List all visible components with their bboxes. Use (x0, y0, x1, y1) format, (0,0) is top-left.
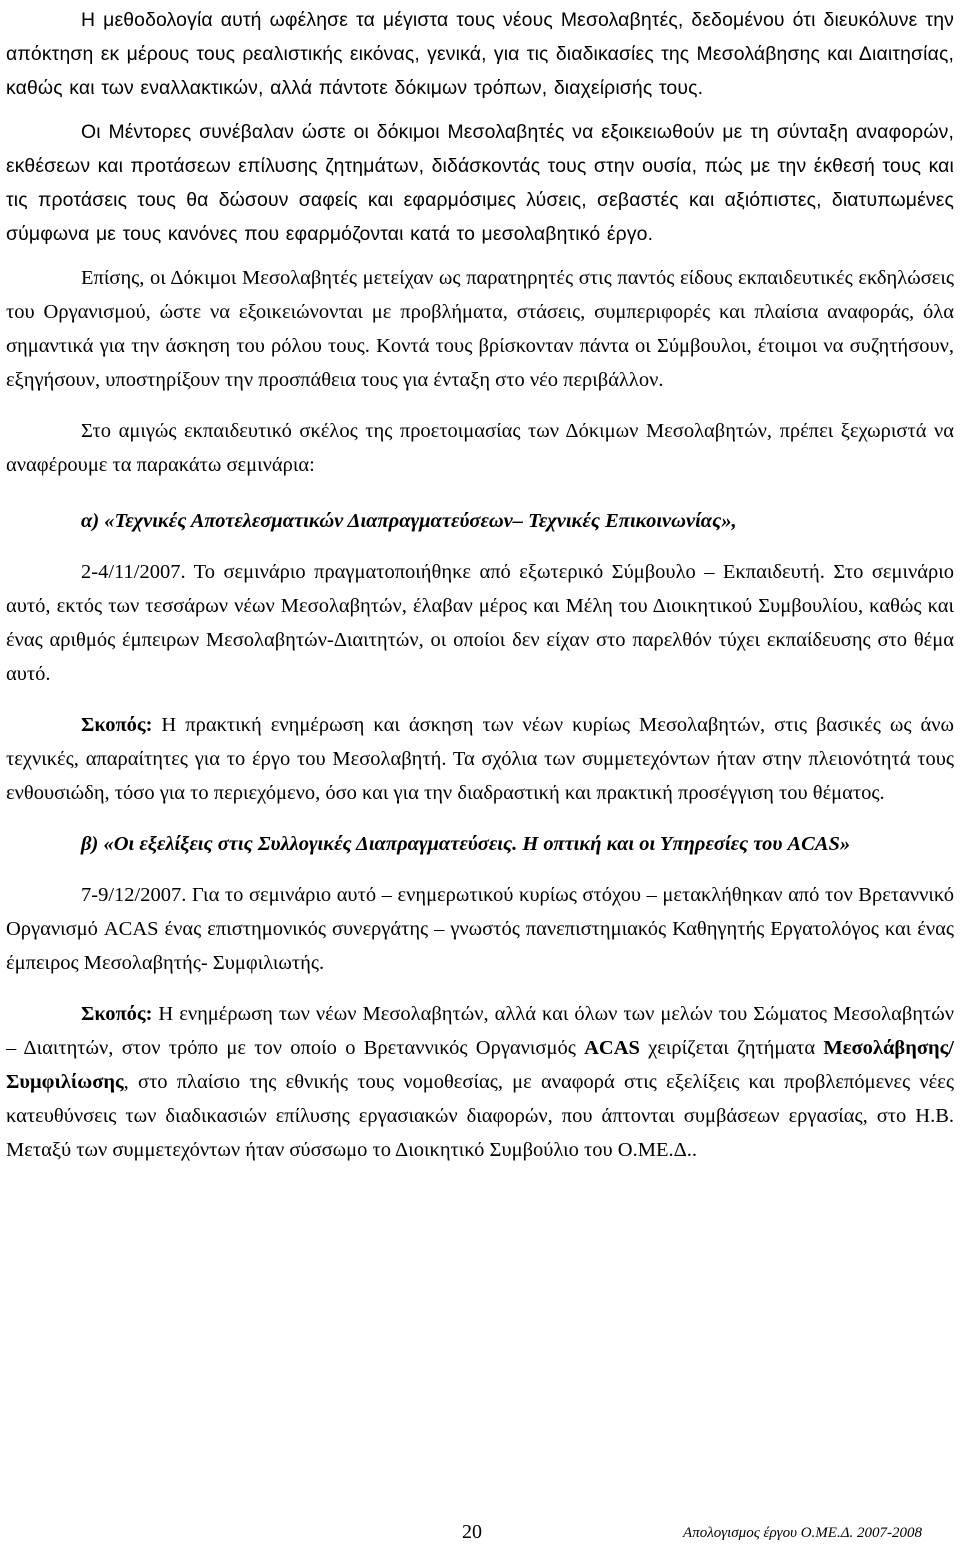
purpose-text: Η πρακτική ενημέρωση και άσκηση των νέων κυρίως Μεσολαβητών, στις βασικές ως άνω τεχνικές, απαραίτητες για το έργο του Μεσολαβητή. Τα σχόλια των συμμετεχόντων ήταν στην πλειονότητά τους ενθουσιώδη, τόσο για το περιεχόμενο, όσο και για την διαδραστική και πρακτική προσέγγιση του θέματος. (6, 714, 954, 804)
document-page (6, 0, 954, 1167)
paragraph-mentors: Οι Μέντορες συνέβαλαν ώστε οι δόκιμοι Μεσολαβητές να εξοικειωθούν με τη σύνταξη αναφορών, εκθέσεων και προτάσεων επίλυσης ζητημάτων, διδάσκοντάς τους στην ουσία, πώς με την έκθεσή τους και τις προτάσεις τους θα δώσουν σαφείς και εφαρμόσιμες λύσεις, σεβαστές και αξιόπιστες, διατυπωμένες σύμφωνα με τους κανόνες που εφαρμόζονται κατά το μεσολαβητικό έργο. (6, 121, 954, 245)
seminar-b-heading: β) «Οι εξελίξεις στις Συλλογικές Διαπραγματεύσεις. Η οπτική και οι Υπηρεσίες του ACAS» (81, 833, 851, 855)
paragraph-seminars-intro: Στο αμιγώς εκπαιδευτικό σκέλος της προετοιμασίας των Δόκιμων Μεσολαβητών, πρέπει ξεχωριστά να αναφέρουμε τα παρακάτω σεμινάρια: (6, 420, 954, 476)
paragraph-seminar-b-details: 7-9/12/2007. Για το σεμινάριο αυτό – ενημερωτικού κυρίως στόχου – μετακλήθηκαν από τον Βρεταννικό Οργανισμό ACAS ένας επιστημονικός συνεργάτης – γνωστός πανεπιστημιακός Καθηγητής Εργατολόγος και ένας έμπειρος Μεσολαβητής- Συμφιλιωτής. (6, 884, 954, 974)
paragraph-seminar-b-purpose (6, 997, 954, 1167)
paragraph-seminar-a-purpose (6, 708, 954, 810)
purpose-label: Σκοπός: (81, 1003, 153, 1025)
page-number: 20 (462, 1521, 482, 1543)
mediation-bold: Μεσολάβησης/Συμφιλίωσης (6, 1037, 954, 1093)
footer-title: Απολογισμος έργου Ο.ΜΕ.Δ. 2007-2008 (683, 1525, 922, 1541)
purpose-text: χειρίζεται ζητήματα (639, 1037, 824, 1059)
purpose-label: Σκοπός: (81, 714, 153, 736)
purpose-text: , στο πλαίσιο της εθνικής τους νομοθεσίας, με αναφορά στις εξελίξεις και προβλεπόμενες νέες κατευθύνσεις των διαδικασιών επίλυσης εργασιακών διαφορών, που άπτονται συμβάσεων εργασίας, στο Η.Β. Μεταξύ των συμμετεχόντων ήταν σύσσωμο το Διοικητικό Συμβούλιο του Ο.ΜΕ.Δ.. (6, 1071, 954, 1161)
seminar-a-heading: α) «Τεχνικές Αποτελεσματικών Διαπραγματεύσεων– Τεχνικές Επικοινωνίας», (81, 510, 737, 532)
page-footer (0, 1519, 960, 1545)
acas-bold: ACAS (584, 1037, 640, 1059)
paragraph-methodology: Η μεθοδολογία αυτή ωφέλησε τα μέγιστα τους νέους Μεσολαβητές, δεδομένου ότι διευκόλυνε την απόκτηση εκ μέρους τους ρεαλιστικής εικόνας, γενικά, για τις διαδικασίες της Μεσολάβησης και Διαιτησίας, καθώς και των εναλλακτικών, αλλά πάντοτε δόκιμων τρόπων, διαχείρισής τους. (6, 9, 954, 99)
paragraph-seminar-a-details: 2-4/11/2007. Το σεμινάριο πραγματοποιήθηκε από εξωτερικό Σύμβουλο – Εκπαιδευτή. Στο σεμινάριο αυτό, εκτός των τεσσάρων νέων Μεσολαβητών, έλαβαν μέρος και Μέλη του Διοικητικού Συμβουλίου, καθώς και ένας αριθμός έμπειρων Μεσολαβητών-Διαιτητών, οι οποίοι δεν είχαν στο παρελθόν τύχει εκπαίδευσης στο θέμα αυτό. (6, 561, 954, 685)
purpose-text: Η ενημέρωση των νέων Μεσολαβητών, αλλά και όλων των μελών του Σώματος Μεσολαβητών – Διαιτητών, στον τρόπο με τον οποίο ο Βρεταννικός Οργανισμός (6, 1003, 954, 1059)
paragraph-observers: Επίσης, οι Δόκιμοι Μεσολαβητές μετείχαν ως παρατηρητές στις παντός είδους εκπαιδευτικές εκδηλώσεις του Οργανισμού, ώστε να εξοικειώνονται με προβλήματα, στάσεις, συμπεριφορές και πλαίσια αναφοράς, όλα σημαντικά για την άσκηση του ρόλου τους. Κοντά τους βρίσκονταν πάντα οι Σύμβουλοι, έτοιμοι να συζητήσουν, εξηγήσουν, υποστηρίξουν την προσπάθεια τους για ένταξη στο νέο περιβάλλον. (6, 267, 954, 391)
